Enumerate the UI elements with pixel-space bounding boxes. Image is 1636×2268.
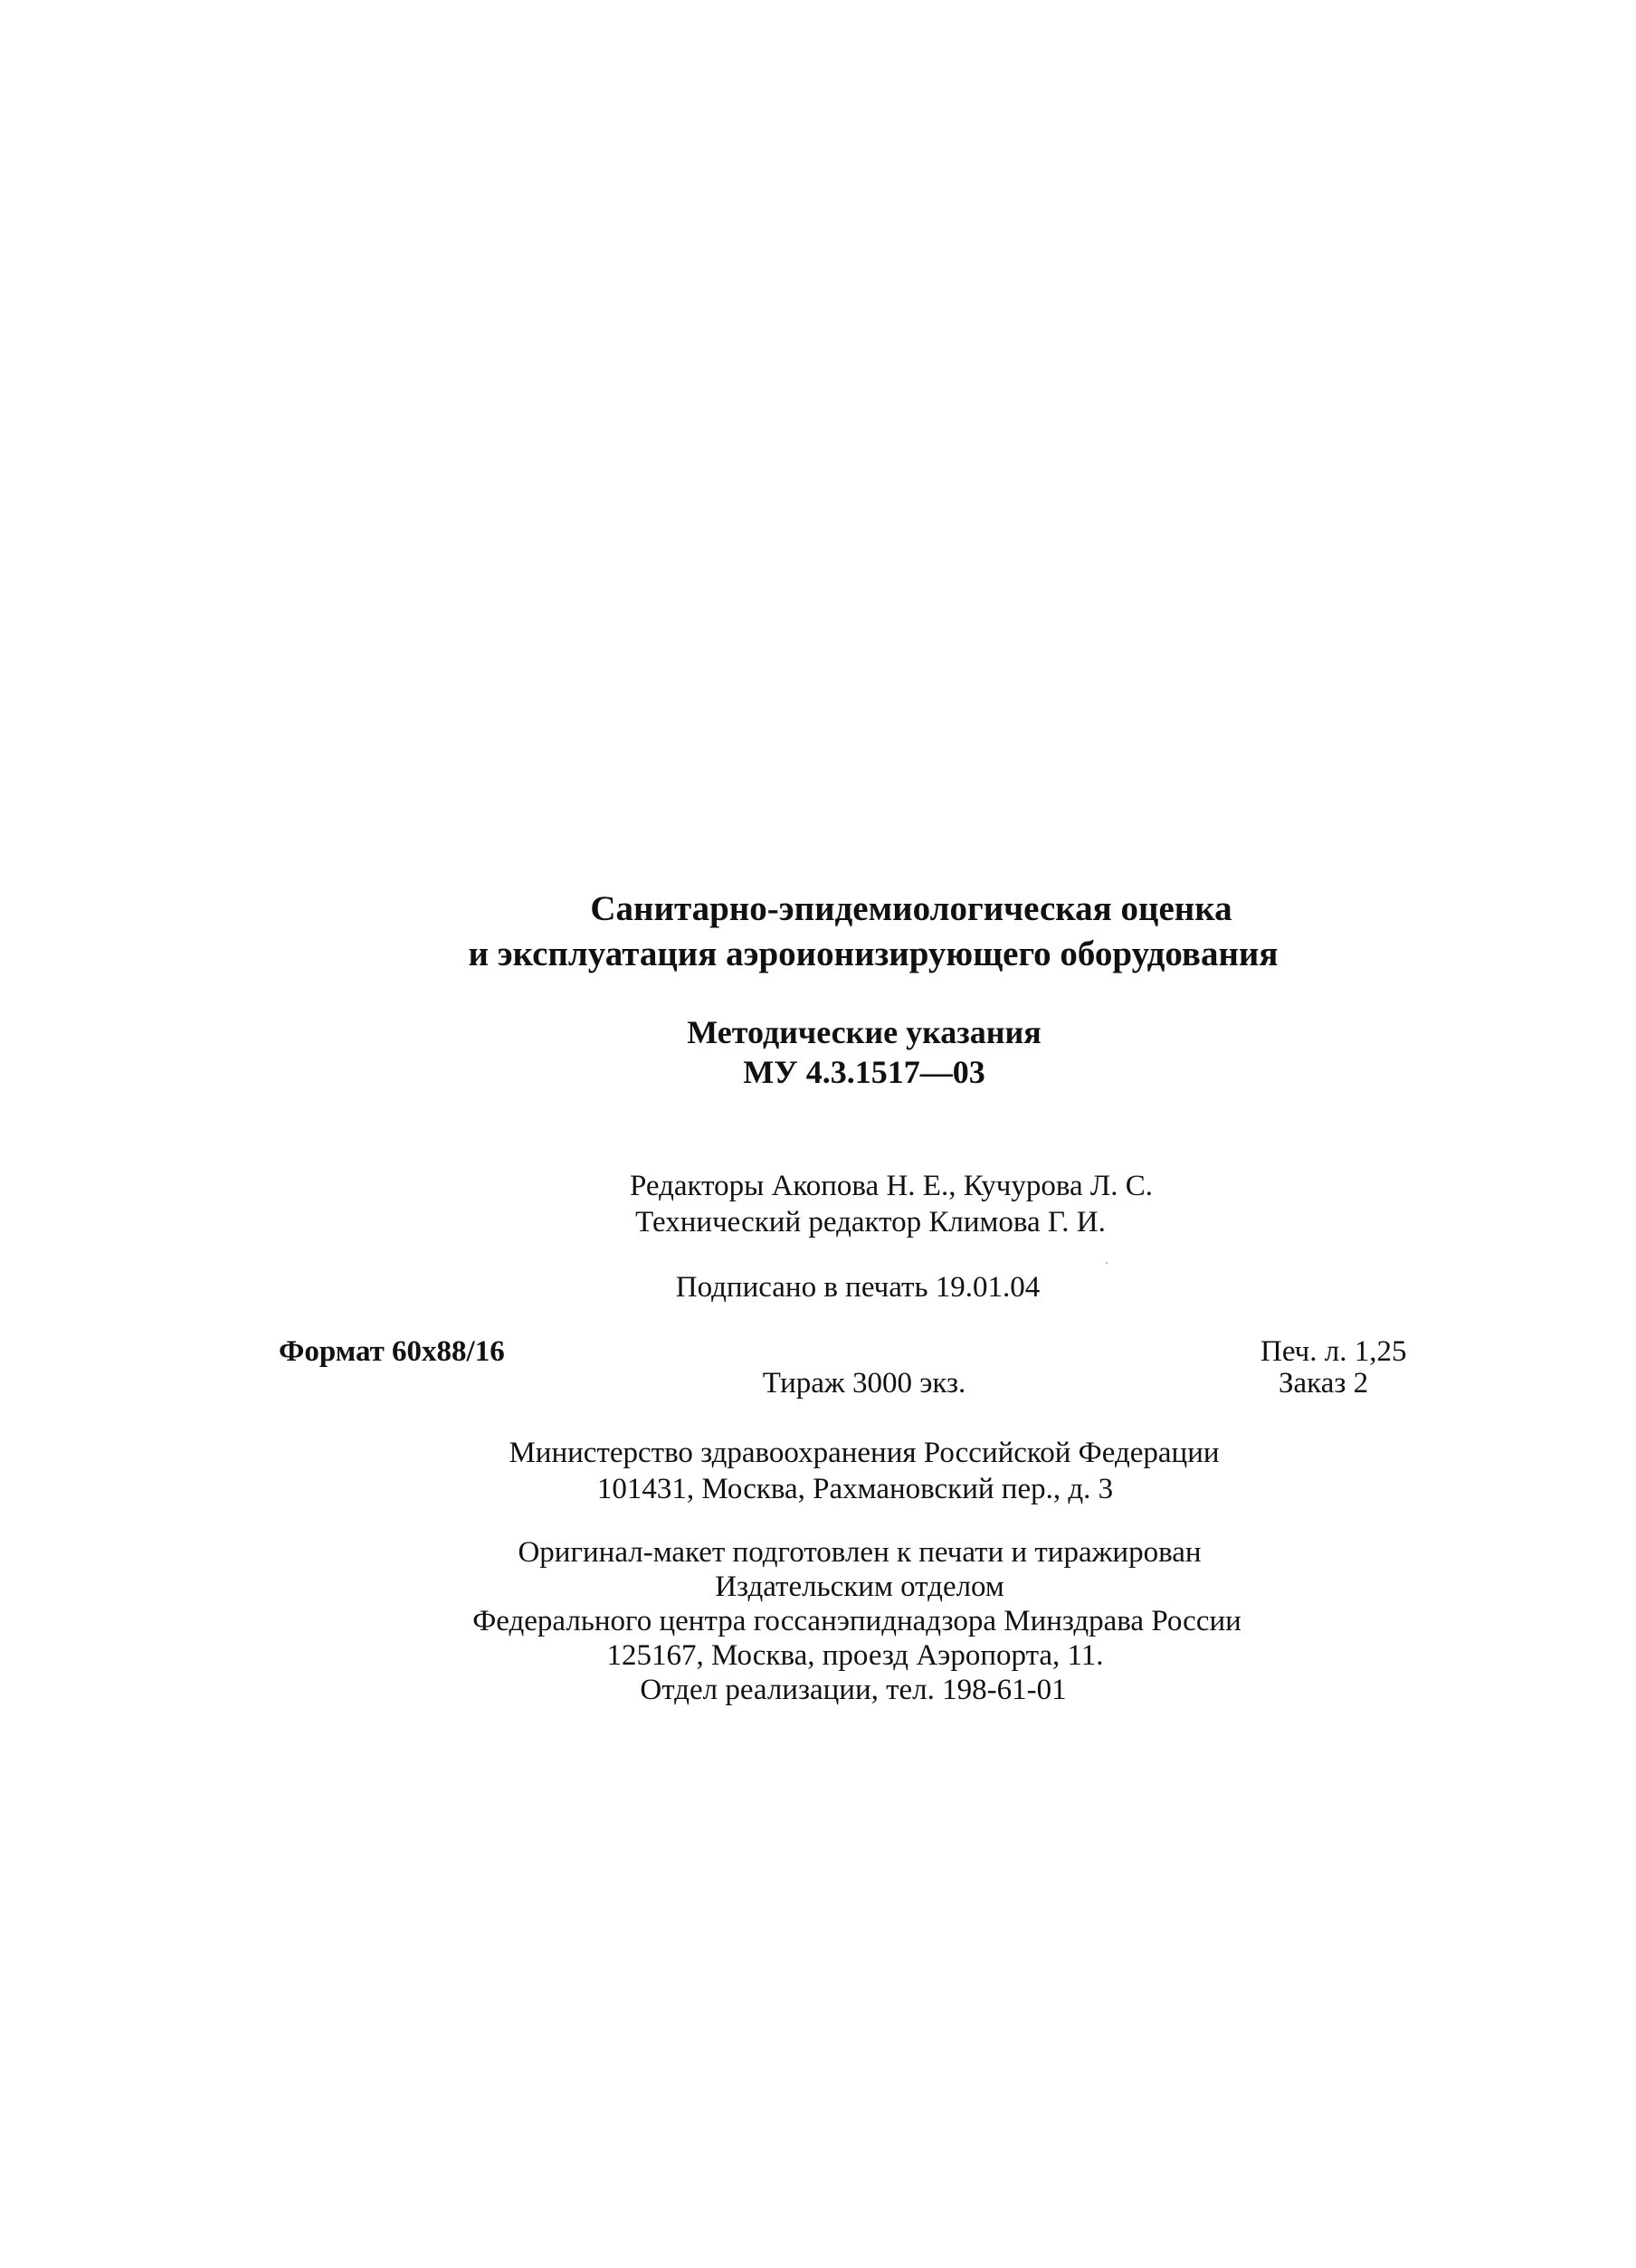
signed-date: Подписано в печать 19.01.04 — [675, 1271, 1041, 1304]
printer-line-1: Оригинал-макет подготовлен к печати и тиражирован — [518, 1536, 1202, 1569]
format-label: Формат 60х88/16 — [279, 1335, 505, 1368]
document-code: МУ 4.3.1517—03 — [743, 1054, 985, 1090]
circulation: Тираж 3000 экз. — [762, 1367, 966, 1400]
document-type: Методические указания — [687, 1014, 1042, 1050]
technical-editor-line: Технический редактор Климова Г. И. — [635, 1206, 1106, 1238]
sales-department-phone: Отдел реализации, тел. 198-61-01 — [640, 1674, 1067, 1706]
editors-line: Редакторы Акопова Н. Е., Кучурова Л. С. — [629, 1170, 1154, 1202]
printer-line-2: Издательским отделом — [715, 1571, 1004, 1603]
publisher-address: 101431, Москва, Рахмановский пер., д. 3 — [596, 1473, 1114, 1505]
scan-speck — [1106, 1262, 1108, 1264]
document-title-line-1: Санитарно-эпидемиологическая оценка — [590, 889, 1232, 928]
document-title-line-2: и эксплуатация аэроионизирующего оборудования — [468, 935, 1279, 973]
printer-address: 125167, Москва, проезд Аэропорта, 11. — [606, 1639, 1104, 1672]
order-number: Заказ 2 — [1279, 1367, 1369, 1400]
print-sheets: Печ. л. 1,25 — [1260, 1335, 1407, 1368]
publisher-name: Министерство здравоохранения Российской Федерации — [509, 1437, 1220, 1469]
printer-line-3: Федерального центра госсанэпиднадзора Минздрава России — [472, 1605, 1241, 1637]
